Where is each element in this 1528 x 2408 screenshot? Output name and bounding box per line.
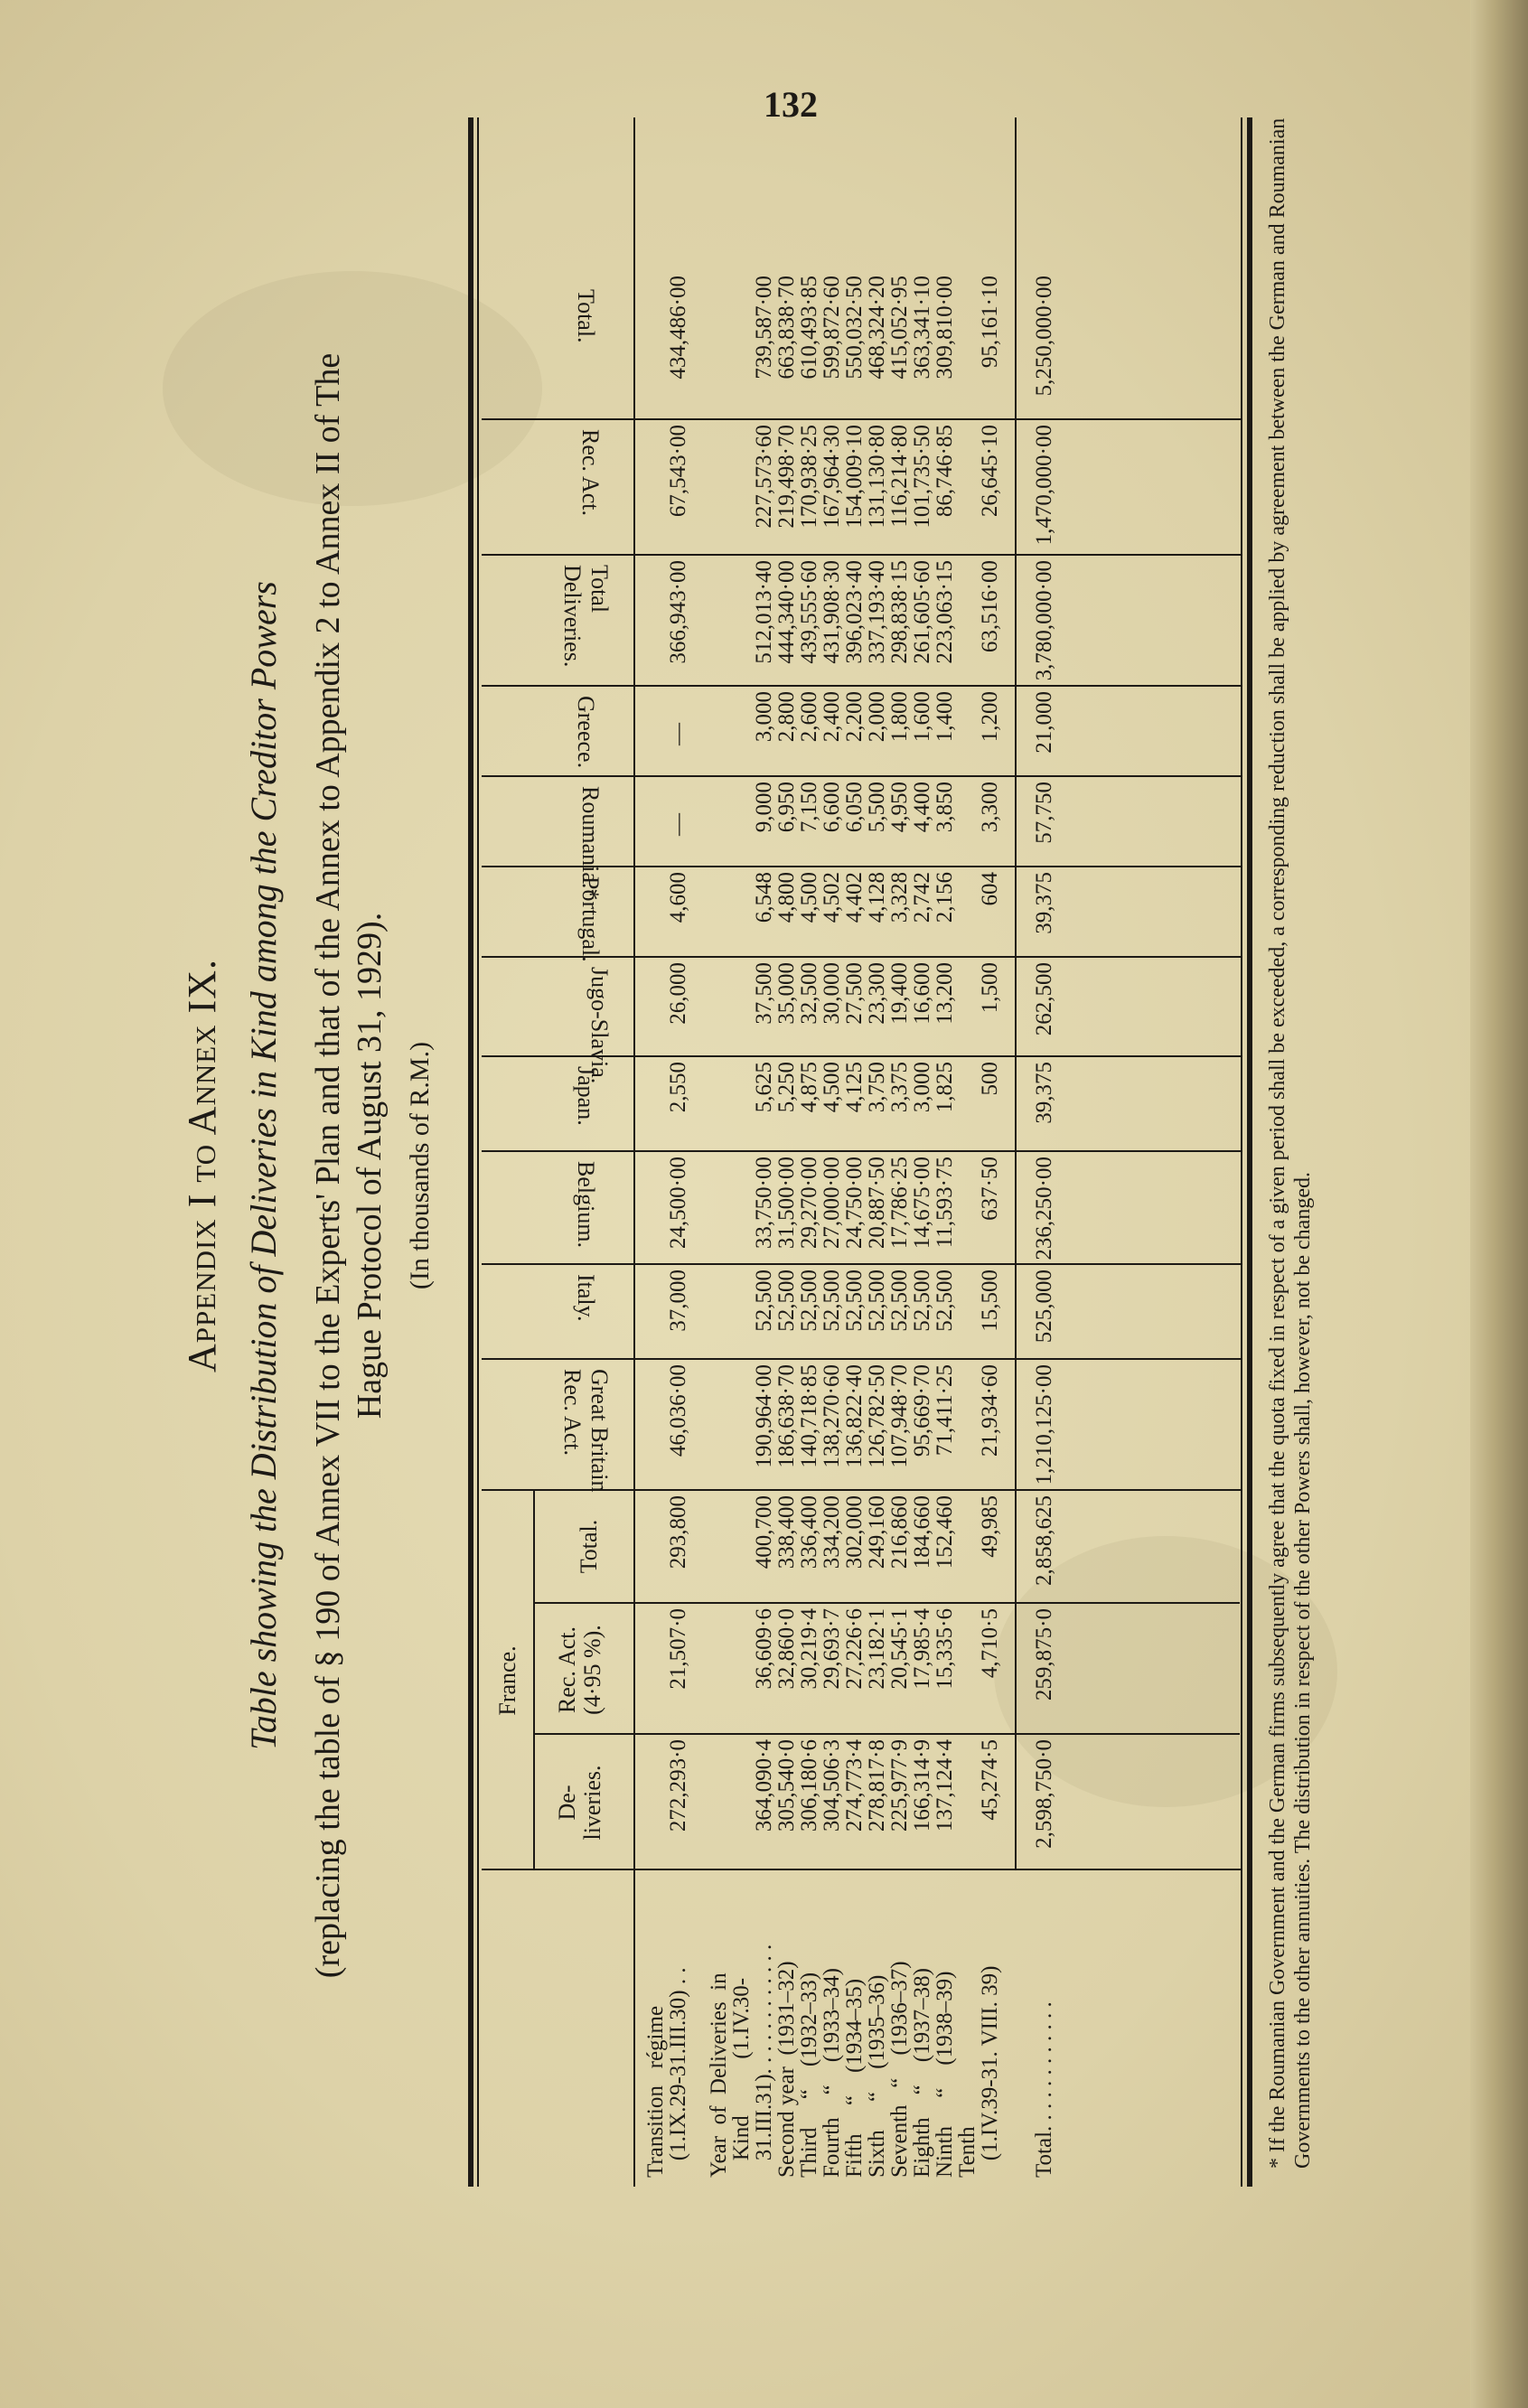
cell-tenth-italy: 15,500: [978, 1270, 1002, 1332]
column-belgium: 33,750·00 31,500·00 29,270·00 27,000·00 24,750·00 20,887·50 17,786·25 14,675·00 11,593·75: [752, 1157, 957, 1250]
cell-tenth-total-deliveries: 63,516·00: [978, 560, 1002, 653]
replacing-note: (replacing the table of § 190 of Annex VII to the Experts' Plan and that of the Annex to Appendix 2 to Annex II of The Hague Protocol of August 31, 1929).: [309, 352, 389, 1979]
cell-tenth-great-britain: 21,934·60: [978, 1364, 1002, 1457]
cell-total-france-total: 2,858,625: [1032, 1495, 1056, 1586]
column-greece: 3,000 2,800 2,600 2,400 2,200 2,000 1,800 1,600 1,400: [752, 691, 957, 743]
header-jugo-slavia: Jugo-Slavia.: [586, 967, 613, 1084]
cell-tenth-roumania: 3,300: [978, 782, 1002, 833]
cell-total-rec-act-pct: 259,875·0: [1032, 1608, 1056, 1701]
header-total-deliveries: Total Deliveries.: [559, 565, 613, 668]
column-great-britain: 190,964·00 186,638·70 140,718·85 138,270·60 136,822·40 126,782·50 107,948·70 95,669·70 71,411·25: [752, 1364, 957, 1468]
cell-transition-jugo-slavia: 26,000: [666, 962, 690, 1025]
cell-total-grand-total: 5,250,000·00: [1032, 276, 1056, 397]
header-rec-act-pct: Rec. Act. (4·95 %).: [554, 1625, 605, 1715]
cell-transition-great-britain: 46,036·00: [666, 1364, 690, 1457]
table-header-rule: [633, 117, 635, 2187]
cell-transition-france-total: 293,800: [666, 1495, 690, 1569]
cell-tenth-deliveries: 45,274·5: [978, 1739, 1002, 1821]
row-label-tenth: (1.IV.39-31. VIII. 39): [978, 1965, 1002, 2178]
column-france-deliveries: 364,090·4 305,540·0 306,180·6 304,506·3 274,773·4 278,817·8 225,977·9 166,314·9 137,124·4: [752, 1739, 957, 1832]
header-greece: Greece.: [573, 696, 599, 769]
cell-transition-belgium: 24,500·00: [666, 1157, 690, 1250]
footnote: * If the Roumanian Government and the German firms subsequently agree that the quota fixed in respect of a given period shall be exceeded, a corresponding reduction shall be applied by agreement between the German and Roumanian Governments to the other annuities. The distribution in respect of the other Powers shall, however, not be changed.: [1266, 117, 1315, 2169]
table-top-rule: [468, 117, 473, 2187]
book-gutter: [1470, 0, 1528, 2408]
cell-total-great-britain: 1,210,125·00: [1032, 1364, 1056, 1485]
column-japan: 5,625 5,250 4,875 4,500 4,125 3,750 3,375 3,000 1,825: [752, 1062, 957, 1113]
cell-transition-greece: —: [666, 723, 690, 745]
header-portugal: Portugal.: [577, 876, 604, 962]
column-france-total: 400,700 338,400 336,400 334,200 302,000 249,160 216,860 184,660 152,460: [752, 1495, 957, 1569]
row-labels-years: Year of Deliveries in Kind (1.IV.30- 31.III.31). . . . . . . . . . . . Second year (1931–32) Third “ (1932–33) Fourth “ (1933–34) Fifth “ (1934–35) Sixth “ (1935–36) Seventh “ (1936–37) Eighth “ (1937–38) Ninth “ (1938–39) Tenth: [707, 1944, 980, 2178]
column-rec-act: 227,573·60 219,498·70 170,938·25 167,964·30 154,009·10 131,130·80 116,214·80 101,735·50 86,746·85: [752, 425, 957, 529]
cell-total-portugal: 39,375: [1032, 872, 1056, 934]
france-subheader-rule: [533, 1491, 535, 1869]
header-great-britain: Great Britain Rec. Act.: [559, 1369, 613, 1493]
cell-transition-italy: 37,000: [666, 1270, 690, 1332]
cell-transition-total-deliveries: 366,943·00: [666, 560, 690, 664]
cell-total-roumania: 57,750: [1032, 782, 1056, 844]
cell-total-greece: 21,000: [1032, 691, 1056, 754]
header-france-total: Total.: [576, 1519, 602, 1574]
column-france-rec-act-pct: 36,609·6 32,860·0 30,219·4 29,693·7 27,226·6 23,182·1 20,545·1 17,985·4 15,335·6: [752, 1608, 957, 1690]
header-roumania: Roumania.*: [577, 786, 604, 901]
cell-transition-deliveries: 272,293·0: [666, 1739, 690, 1832]
cell-transition-portugal: 4,600: [666, 872, 690, 923]
cell-total-total-deliveries: 3,780,000·00: [1032, 560, 1056, 681]
cell-tenth-grand-total: 95,161·10: [978, 276, 1002, 369]
cell-tenth-france-total: 49,985: [978, 1495, 1002, 1558]
cell-tenth-japan: 500: [978, 1062, 1002, 1096]
table-bottom-rule: [1241, 117, 1242, 2187]
header-deliveries: De- liveries.: [554, 1765, 605, 1841]
table-top-rule-inner: [477, 117, 479, 2187]
cell-total-italy: 525,000: [1032, 1270, 1056, 1344]
column-roumania: 9,000 6,950 7,150 6,600 6,050 5,500 4,950 4,400 3,850: [752, 782, 957, 833]
cell-total-rec-act: 1,470,000·00: [1032, 425, 1056, 546]
page-number: 132: [764, 84, 818, 125]
row-label-transition: Transition régime (1.IX.29-31.III.30) . .: [643, 1967, 690, 2178]
header-rec-act: Rec. Act.: [577, 429, 604, 517]
cell-total-jugo-slavia: 262,500: [1032, 962, 1056, 1036]
cell-tenth-greece: 1,200: [978, 691, 1002, 743]
header-italy: Italy.: [573, 1274, 599, 1322]
cell-transition-japan: 2,550: [666, 1062, 690, 1113]
cell-tenth-rec-act-pct: 4,710·5: [978, 1608, 1002, 1679]
rotated-table-block: [16, 27, 1354, 2304]
total-row-rule: [1015, 117, 1017, 1870]
cell-tenth-jugo-slavia: 1,500: [978, 962, 1002, 1014]
cell-tenth-portugal: 604: [978, 872, 1002, 906]
cell-transition-roumania: —: [666, 813, 690, 836]
header-japan: Japan.: [573, 1066, 599, 1126]
column-portugal: 6,548 4,800 4,500 4,502 4,402 4,128 3,328 2,742 2,156: [752, 872, 957, 923]
cell-tenth-belgium: 637·50: [978, 1157, 1002, 1221]
header-grand-total: Total.: [573, 289, 599, 343]
cell-tenth-rec-act: 26,645·10: [978, 425, 1002, 518]
column-jugo-slavia: 37,500 35,000 32,500 30,000 27,500 23,300 19,400 16,600 13,200: [752, 962, 957, 1025]
cell-transition-grand-total: 434,486·00: [666, 276, 690, 379]
column-total-deliveries: 512,013·40 444,340·00 439,555·60 431,908·30 396,023·40 337,193·40 298,838·15 261,605·60 223,063·15: [752, 560, 957, 664]
table-bottom-rule-thick: [1247, 117, 1252, 2187]
units-note: (In thousands of R.M.): [405, 1041, 435, 1290]
row-label-total: Total. . . . . . . . . . . .: [1032, 2001, 1056, 2178]
header-france: France.: [494, 1645, 520, 1716]
column-italy: 52,500 52,500 52,500 52,500 52,500 52,500 52,500 52,500 52,500: [752, 1270, 957, 1332]
table-title: Table showing the Distribution of Deliveries in Kind among the Creditor Powers: [243, 581, 284, 1750]
cell-transition-rec-act-pct: 21,507·0: [666, 1608, 690, 1690]
column-grand-total: 739,587·00 663,838·70 610,493·85 599,872·60 550,032·50 468,324·20 415,052·95 363,341·10 309,810·00: [752, 276, 957, 379]
annex-title: Appendix I to Annex IX.: [180, 959, 224, 1373]
header-belgium: Belgium.: [573, 1161, 599, 1249]
cell-total-japan: 39,375: [1032, 1062, 1056, 1124]
cell-total-belgium: 236,250·00: [1032, 1157, 1056, 1260]
cell-total-deliveries: 2,598,750·0: [1032, 1739, 1056, 1849]
cell-transition-rec-act: 67,543·00: [666, 425, 690, 518]
